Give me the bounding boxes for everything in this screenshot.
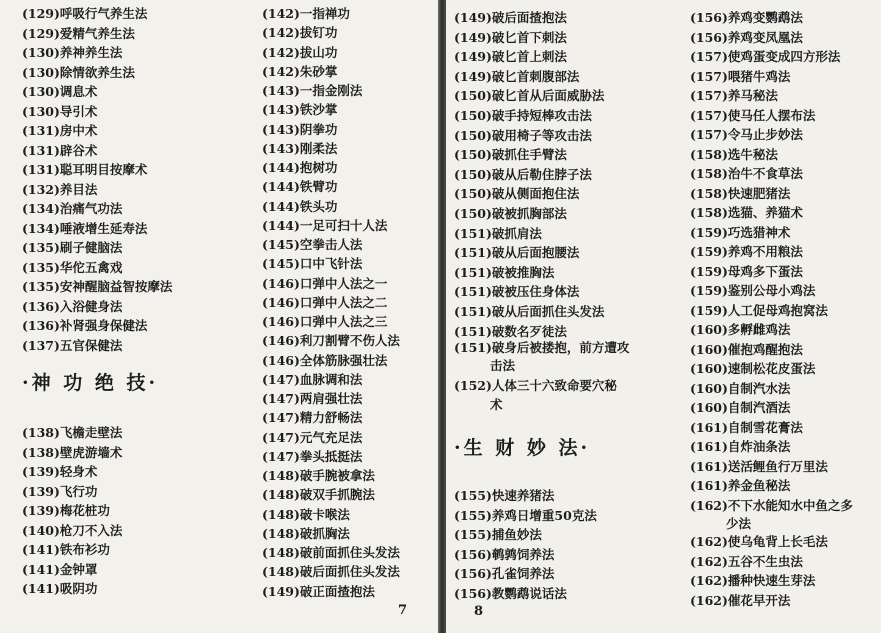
toc-entry: (147)血脉调和法 xyxy=(262,371,363,387)
toc-entry: (134)唾液增生延寿法 xyxy=(22,220,148,236)
toc-entry: (155)捕鱼妙法 xyxy=(454,527,542,542)
toc-entry: (146)口弹中人法之二 xyxy=(262,294,388,310)
toc-entry: (156)养鸡变鹦鹉法 xyxy=(690,10,803,25)
toc-entry-continuation: 少法 xyxy=(726,516,752,531)
toc-entry: (143)铁沙掌 xyxy=(262,102,338,118)
toc-entry: (142)拔山功 xyxy=(262,44,338,60)
toc-entry: (148)破抓胸法 xyxy=(262,525,350,541)
toc-entry: (150)破从侧面抱住法 xyxy=(454,186,580,202)
toc-entry: (156)养鸡变凤凰法 xyxy=(690,29,803,45)
toc-entry: (151)破抓肩法 xyxy=(454,225,542,241)
toc-entry: (138)飞檐走壁法 xyxy=(22,425,123,440)
toc-entry: (150)破抓住手臂法 xyxy=(454,147,567,163)
toc-entry: (136)入浴健身法 xyxy=(22,298,123,314)
toc-entry: (159)母鸡多下蛋法 xyxy=(690,263,803,279)
toc-entry: (147)拳头抵挺法 xyxy=(262,448,363,464)
toc-entry: (144)一足可扫十人法 xyxy=(262,217,388,233)
toc-entry: (148)破后面抓住头发法 xyxy=(262,564,400,580)
toc-entry: (162)使乌龟背上长毛法 xyxy=(690,534,828,549)
section-title: ·神 功 绝 技· xyxy=(22,372,159,394)
toc-entry: (161)自制雪花膏法 xyxy=(690,419,803,435)
toc-entry: (141)金钟罩 xyxy=(22,561,98,577)
toc-entry: (135)华佗五禽戏 xyxy=(22,259,123,275)
toc-entry: (150)破被抓胸部法 xyxy=(454,206,567,221)
toc-entry: (157)使马任人摆布法 xyxy=(690,107,816,123)
toc-entry: (137)五官保健法 xyxy=(22,337,123,353)
toc-entry: (135)安神醒脑益智按摩法 xyxy=(22,279,173,294)
toc-entry: (130)调息术 xyxy=(22,84,98,99)
toc-entry: (143)一指金刚法 xyxy=(262,83,363,98)
toc-entry: (148)破双手抓腕法 xyxy=(262,487,375,503)
toc-entry: (151)破被压住身体法 xyxy=(454,284,580,300)
toc-entry: (151)破数名歹徒法 xyxy=(454,323,567,339)
toc-entry: (141)铁布衫功 xyxy=(22,542,110,557)
toc-entry: (147)两肩强壮法 xyxy=(262,391,363,406)
toc-entry: (152)人体三十六致命要穴秘 xyxy=(454,378,617,393)
toc-entry: (162)五谷不生虫法 xyxy=(690,553,803,569)
left-page xyxy=(0,0,438,633)
toc-entry: (160)速制松花皮蛋法 xyxy=(690,361,816,376)
toc-entry: (136)补肾强身保健法 xyxy=(22,318,148,333)
toc-entry: (160)多孵雌鸡法 xyxy=(690,322,791,337)
toc-entry: (131)辟谷术 xyxy=(22,142,98,158)
toc-entry: (149)破匕首下刺法 xyxy=(454,29,567,45)
toc-entry: (158)选牛秘法 xyxy=(690,146,778,162)
toc-entry: (141)吸阴功 xyxy=(22,581,98,596)
toc-entry: (148)破卡喉法 xyxy=(262,506,350,522)
toc-entry: (130)除情欲养生法 xyxy=(22,64,135,80)
toc-entry: (135)刷子健脑法 xyxy=(22,240,123,255)
toc-entry: (139)飞行功 xyxy=(22,483,98,499)
toc-entry: (148)破手腕被拿法 xyxy=(262,468,375,483)
toc-entry: (160)自制汽水法 xyxy=(690,380,791,396)
toc-entry: (142)朱砂掌 xyxy=(262,63,338,79)
toc-entry: (151)破从后面抱腰法 xyxy=(454,245,580,261)
right-page-column-1 xyxy=(454,0,690,633)
toc-entry: (146)口弹中人法之一 xyxy=(262,275,388,291)
toc-entry: (155)快速养猪法 xyxy=(454,488,555,503)
toc-entry: (159)巧选猎神术 xyxy=(690,224,791,240)
toc-entry: (157)令马止步妙法 xyxy=(690,127,803,142)
page-number: 8 xyxy=(474,604,484,619)
toc-entry: (145)口中飞针法 xyxy=(262,256,363,272)
toc-entry: (159)养鸡不用粮法 xyxy=(690,244,803,259)
toc-entry: (150)破用椅子等攻击法 xyxy=(454,127,592,143)
toc-entry-continuation: 术 xyxy=(490,397,503,412)
toc-entry: (142)一指禅功 xyxy=(262,6,350,21)
toc-entry: (159)鉴别公母小鸡法 xyxy=(690,283,816,298)
toc-entry: (151)破从后面抓住头发法 xyxy=(454,304,605,319)
toc-entry: (151)破身后被搂抱，前方遭攻 xyxy=(454,340,630,355)
right-page-column-2 xyxy=(690,0,880,633)
toc-entry: (150)破从后勒住脖子法 xyxy=(454,166,592,182)
toc-entry: (138)壁虎游墙术 xyxy=(22,444,123,460)
toc-entry: (160)催抱鸡醒抱法 xyxy=(690,341,803,357)
left-page-column-2 xyxy=(262,0,438,633)
toc-entry: (144)抱树功 xyxy=(262,160,338,175)
right-page xyxy=(446,0,881,633)
toc-entry: (132)养目法 xyxy=(22,181,98,197)
toc-entry: (156)孔雀饲养法 xyxy=(454,566,555,581)
toc-entry: (129)爱精气养生法 xyxy=(22,25,135,41)
toc-entry: (151)破被推胸法 xyxy=(454,264,555,280)
toc-entry: (142)拔钉功 xyxy=(262,25,338,41)
toc-entry: (143)阴拳功 xyxy=(262,121,338,137)
toc-entry: (146)全体筋脉强壮法 xyxy=(262,352,388,368)
toc-entry: (139)轻身术 xyxy=(22,464,98,479)
toc-entry: (130)导引术 xyxy=(22,103,98,119)
toc-entry-continuation: 击法 xyxy=(490,358,516,373)
toc-entry: (148)破前面抓住头发法 xyxy=(262,545,400,560)
toc-entry: (147)精力舒畅法 xyxy=(262,410,363,426)
toc-entry: (147)元气充足法 xyxy=(262,429,363,445)
toc-entry: (146)利刀割臂不伤人法 xyxy=(262,333,400,349)
toc-entry: (161)送活鲤鱼行万里法 xyxy=(690,458,828,474)
toc-entry: (131)聪耳明目按摩术 xyxy=(22,162,148,177)
toc-entry: (162)不下水能知水中鱼之多 xyxy=(690,498,853,513)
toc-entry: (134)治痛气功法 xyxy=(22,201,123,216)
toc-entry: (160)自制汽酒法 xyxy=(690,400,791,415)
toc-entry: (130)养神养生法 xyxy=(22,45,123,60)
toc-entry: (146)口弹中人法之三 xyxy=(262,314,388,329)
toc-entry: (140)枪刀不入法 xyxy=(22,522,123,538)
toc-entry: (149)破正面揸抱法 xyxy=(262,583,375,599)
toc-entry: (144)铁头功 xyxy=(262,198,338,214)
toc-entry: (162)催花早开法 xyxy=(690,592,791,608)
page-number: 7 xyxy=(398,603,408,618)
toc-entry: (149)破匕首刺腹部法 xyxy=(454,68,580,84)
book-gutter xyxy=(438,0,446,633)
toc-entry: (162)播种快速生芽法 xyxy=(690,573,816,588)
toc-entry: (144)铁臂功 xyxy=(262,179,338,195)
toc-entry: (156)教鹦鹉说话法 xyxy=(454,585,567,601)
toc-entry: (159)人工促母鸡抱窝法 xyxy=(690,302,828,318)
left-page-column-1 xyxy=(22,0,262,633)
toc-entry: (149)破后面揸抱法 xyxy=(454,10,567,25)
toc-entry: (150)破手持短棒攻击法 xyxy=(454,108,592,123)
toc-entry: (143)刚柔法 xyxy=(262,140,338,156)
toc-entry: (158)治牛不食草法 xyxy=(690,166,803,181)
toc-entry: (139)梅花桩功 xyxy=(22,503,110,518)
toc-entry: (158)快速肥猪法 xyxy=(690,185,791,201)
toc-entry: (129)呼吸行气养生法 xyxy=(22,6,148,21)
toc-entry: (157)使鸡蛋变成四方形法 xyxy=(690,49,841,64)
toc-entry: (156)鹌鹑饲养法 xyxy=(454,546,555,562)
toc-entry: (131)房中术 xyxy=(22,123,98,138)
toc-entry: (150)破匕首从后面威胁法 xyxy=(454,88,605,104)
toc-entry: (155)养鸡日增重50克法 xyxy=(454,507,597,523)
toc-entry: (149)破匕首上刺法 xyxy=(454,49,567,65)
toc-entry: (161)养金鱼秘法 xyxy=(690,478,791,493)
toc-entry: (145)空拳击人法 xyxy=(262,237,363,252)
toc-entry: (161)自炸油条法 xyxy=(690,439,791,454)
section-title: ·生 财 妙 法· xyxy=(454,437,591,459)
toc-entry: (158)选猫、养猫术 xyxy=(690,205,803,220)
toc-entry: (157)喂猪牛鸡法 xyxy=(690,68,791,84)
toc-entry: (157)养马秘法 xyxy=(690,88,778,103)
